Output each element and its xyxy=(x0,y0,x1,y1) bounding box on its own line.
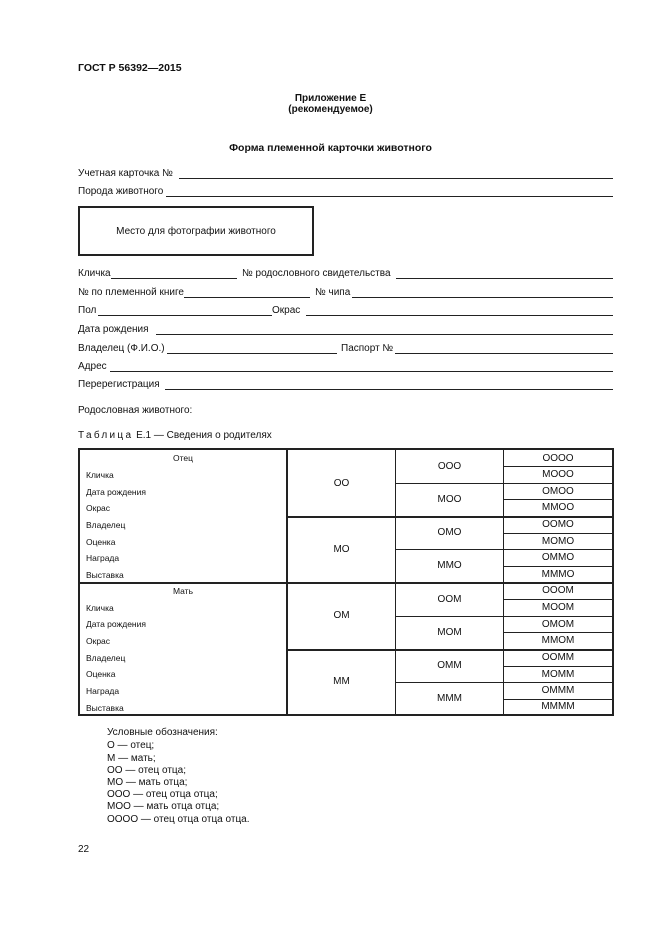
father-row-rating: Оценка xyxy=(86,537,116,547)
form-title: Форма племенной карточки животного xyxy=(229,142,432,154)
legend-item: ОООО — отец отца отца отца. xyxy=(107,814,250,825)
herdbook-line[interactable] xyxy=(184,297,310,298)
gen1-cell: МО xyxy=(333,543,350,555)
mother-row-birth-date: Дата рождения xyxy=(86,619,146,629)
passport-line[interactable] xyxy=(395,353,613,354)
gen1-cell: ОО xyxy=(333,477,350,489)
color-line[interactable] xyxy=(306,315,613,316)
pedigree-label: Родословная животного: xyxy=(78,405,193,416)
owner-line[interactable] xyxy=(167,353,337,354)
nickname-label: Кличка xyxy=(78,268,111,279)
gen3-cell: ОМОО xyxy=(542,485,574,497)
legend-item: ОО — отец отца; xyxy=(107,765,186,776)
legend-item: М — мать; xyxy=(107,753,156,764)
card-number-line[interactable] xyxy=(179,178,613,179)
chip-line[interactable] xyxy=(352,297,613,298)
gen3-cell: ОООО xyxy=(542,452,574,464)
chip-label: № чипа xyxy=(315,287,351,298)
gen3-cell: ОООМ xyxy=(542,585,574,596)
gen3-cell: ОМОМ xyxy=(541,618,575,630)
gen3-cell: МОМО xyxy=(541,535,575,547)
legend-item: ООО — отец отца отца; xyxy=(107,789,218,800)
table-caption xyxy=(78,430,272,441)
gen2-cell: МММ xyxy=(437,692,462,704)
gen2-cell: МОМ xyxy=(437,627,462,638)
gen3-cell: ОММО xyxy=(541,552,575,563)
parents-table xyxy=(78,448,614,716)
father-title: Отец xyxy=(172,453,193,463)
gen2-cell: ООО xyxy=(437,461,462,472)
sex-line[interactable] xyxy=(98,315,272,316)
mother-row-nickname: Кличка xyxy=(86,603,114,613)
gen3-cell: ММОМ xyxy=(541,635,575,646)
gen2-cell: ООМ xyxy=(437,593,462,605)
passport-label: Паспорт № xyxy=(341,343,394,354)
legend-title: Условные обозначения: xyxy=(107,727,218,738)
gen1-cell: ОМ xyxy=(333,610,350,621)
photo-placeholder-label: Место для фотографии животного xyxy=(116,225,276,237)
mother-title: Мать xyxy=(172,586,194,596)
card-number-label: Учетная карточка № xyxy=(78,168,173,179)
gen2-cell: ОММ xyxy=(437,660,462,671)
reregistration-line[interactable] xyxy=(165,389,613,390)
sex-label: Пол xyxy=(78,305,97,316)
gen3-cell: ООМО xyxy=(542,519,574,530)
address-label: Адрес xyxy=(78,361,107,372)
mother-row-award: Награда xyxy=(86,686,120,696)
breed-label: Порода животного xyxy=(78,186,164,197)
mother-row-show: Выставка xyxy=(86,703,124,713)
appendix-subtitle: (рекомендуемое) xyxy=(288,104,373,115)
address-line[interactable] xyxy=(110,371,613,372)
mother-row-owner: Владелец xyxy=(86,653,126,663)
table-caption-text: Е.1 — Сведения о родителях xyxy=(136,430,272,441)
father-row-show: Выставка xyxy=(86,570,124,580)
birth-date-line[interactable] xyxy=(156,334,613,335)
gen3-cell: ООММ xyxy=(541,652,575,663)
pedigree-cert-label: № родословного свидетельства xyxy=(242,268,391,279)
owner-label: Владелец (Ф.И.О.) xyxy=(78,343,165,354)
photo-placeholder[interactable] xyxy=(78,206,314,256)
reregistration-label: Перерегистрация xyxy=(78,379,160,390)
gen3-cell: МООМ xyxy=(541,602,575,613)
table-caption-prefix: Таблица xyxy=(78,430,134,441)
birth-date-label: Дата рождения xyxy=(78,324,149,335)
herdbook-label: № по племенной книге xyxy=(78,287,184,298)
pedigree-cert-line[interactable] xyxy=(396,278,613,279)
mother-row-rating: Оценка xyxy=(86,669,116,679)
gen3-cell: МООО xyxy=(542,469,574,480)
gen3-cell: ОМММ xyxy=(541,685,575,696)
gen3-cell: МОММ xyxy=(541,668,575,680)
gen2-cell: ММО xyxy=(437,560,462,571)
nickname-line[interactable] xyxy=(111,278,237,279)
legend-item: МО — мать отца; xyxy=(107,777,188,788)
father-row-nickname: Кличка xyxy=(86,470,114,480)
father-row-color: Окрас xyxy=(86,503,111,513)
document-id: ГОСТ Р 56392—2015 xyxy=(78,62,182,74)
gen3-cell: ММОО xyxy=(541,502,575,513)
page-number: 22 xyxy=(78,844,90,855)
gen2-cell: ОМО xyxy=(437,527,462,538)
breed-line[interactable] xyxy=(166,196,613,197)
father-row-owner: Владелец xyxy=(86,520,126,530)
gen3-cell: МММО xyxy=(541,568,575,580)
gen1-cell: ММ xyxy=(333,676,350,687)
legend-item: МОО — мать отца отца; xyxy=(107,801,220,812)
father-row-birth-date: Дата рождения xyxy=(86,487,146,497)
gen2-cell: МОО xyxy=(437,494,462,505)
color-label: Окрас xyxy=(272,305,301,316)
mother-row-color: Окрас xyxy=(86,636,111,646)
legend-item: О — отец; xyxy=(107,740,155,751)
father-row-award: Награда xyxy=(86,553,120,563)
gen3-cell: ММММ xyxy=(541,701,575,712)
appendix-title: Приложение Е xyxy=(294,93,367,104)
